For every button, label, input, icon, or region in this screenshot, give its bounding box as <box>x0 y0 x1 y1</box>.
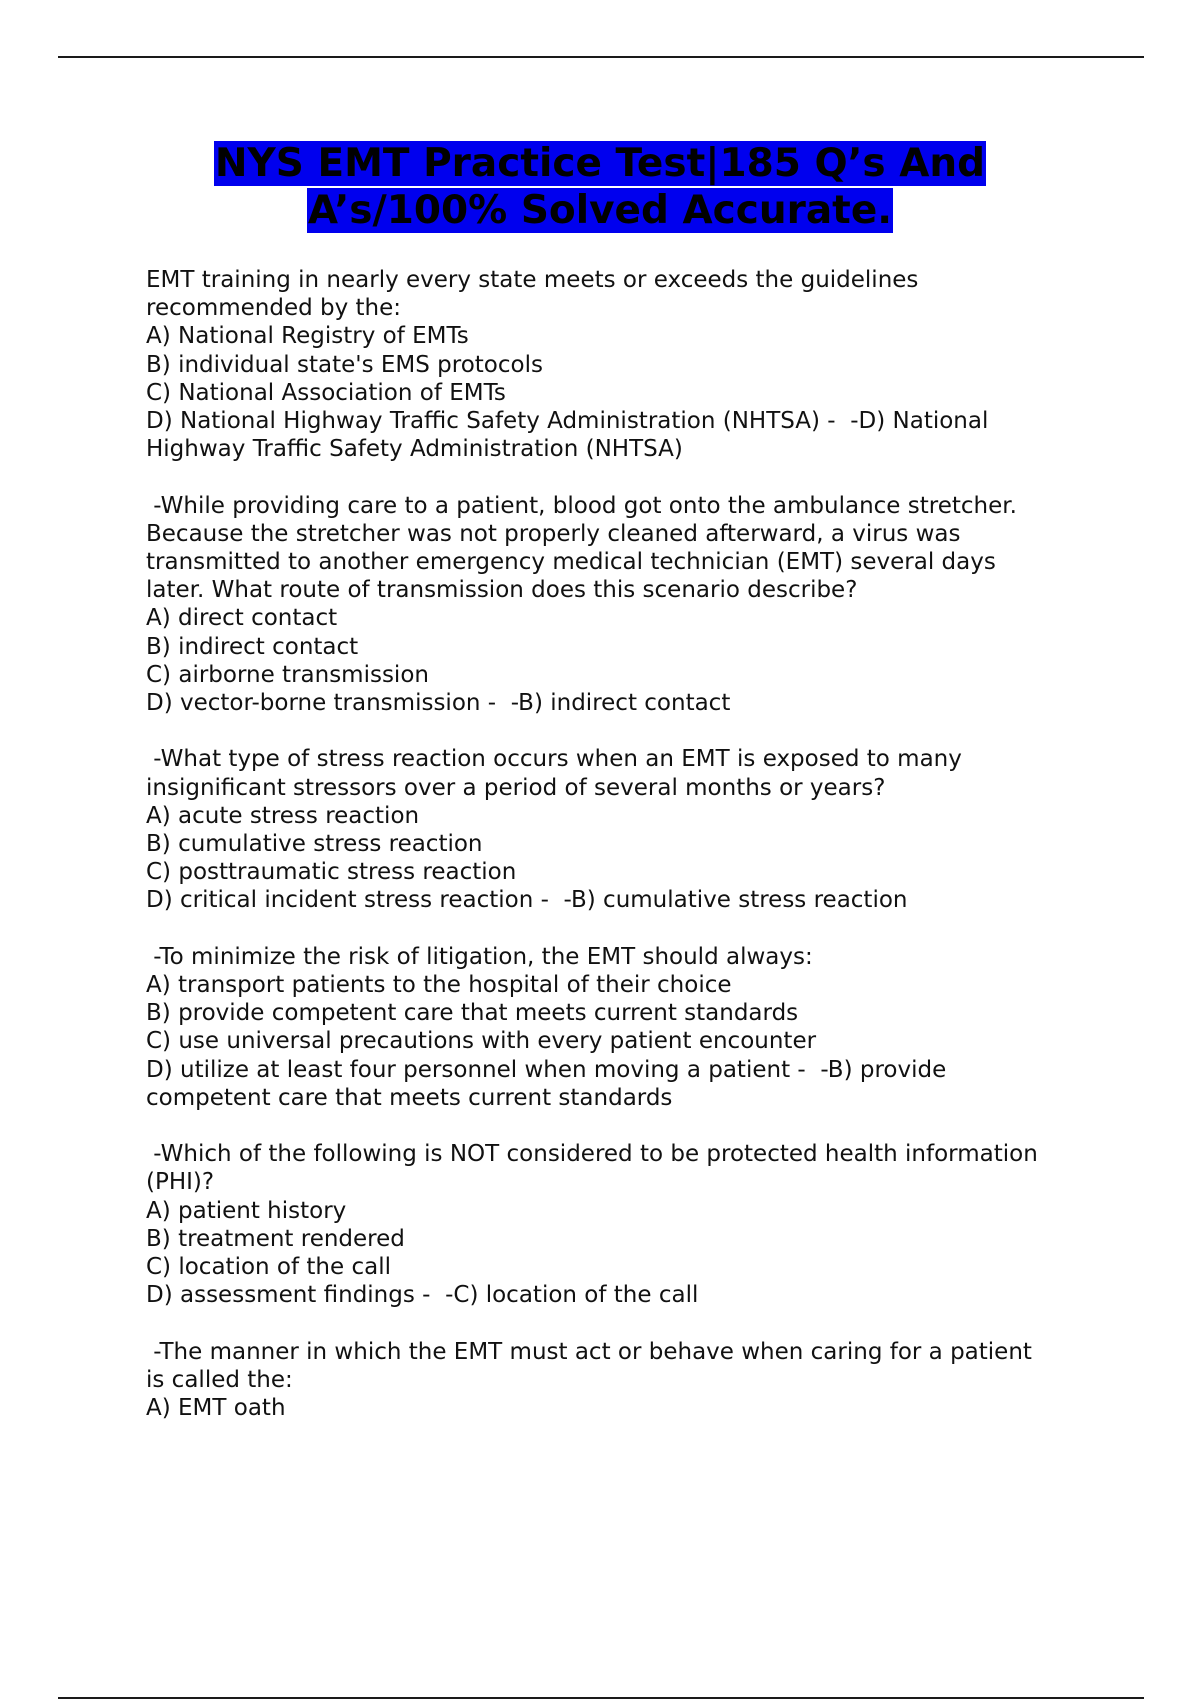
question-line: D) critical incident stress reaction - -B) cumulative stress reaction <box>146 887 908 914</box>
question-line: A) acute stress reaction <box>146 802 420 829</box>
title-line-2: A’s/100% Solved Accurate. <box>307 188 893 233</box>
question-line: D) utilize at least four personnel when moving a patient - -B) provide <box>146 1056 947 1083</box>
question-line: B) individual state's EMS protocols <box>146 351 543 378</box>
question-line: insignificant stressors over a period of several months or years? <box>146 774 886 801</box>
question-line: D) assessment findings - -C) location of the call <box>146 1282 699 1309</box>
question-line: A) patient history <box>146 1197 347 1224</box>
question-line: C) National Association of EMTs <box>146 379 506 406</box>
question-block <box>146 1140 1146 1309</box>
question-line: C) airborne transmission <box>146 661 429 688</box>
question-line: A) direct contact <box>146 605 338 632</box>
question-block <box>146 266 1146 463</box>
question-list <box>146 266 1146 1450</box>
question-block <box>146 1338 1146 1423</box>
question-block <box>146 492 1146 718</box>
question-line: EMT training in nearly every state meets or exceeds the guidelines <box>146 267 919 293</box>
question-line: A) EMT oath <box>146 1395 286 1422</box>
question-line: Because the stretcher was not properly cleaned afterward, a virus was <box>146 520 961 547</box>
question-line: A) transport patients to the hospital of their choice <box>146 972 732 999</box>
question-line: C) location of the call <box>146 1254 391 1281</box>
question-line: -While providing care to a patient, blood got onto the ambulance stretcher. <box>146 492 1017 519</box>
question-line: is called the: <box>146 1366 293 1393</box>
top-rule <box>58 56 1144 58</box>
title-line-1: NYS EMT Practice Test|185 Q’s And <box>214 141 986 186</box>
question-line: B) indirect contact <box>146 633 359 660</box>
question-line: competent care that meets current standards <box>146 1084 673 1111</box>
question-block <box>146 745 1146 914</box>
document-title <box>0 140 1200 234</box>
bottom-rule <box>58 1697 1144 1699</box>
question-block <box>146 943 1146 1112</box>
question-line: D) vector-borne transmission - -B) indirect contact <box>146 690 731 717</box>
question-line: -To minimize the risk of litigation, the EMT should always: <box>146 943 813 970</box>
question-line: -Which of the following is NOT considered to be protected health information <box>146 1141 1038 1168</box>
question-line: B) cumulative stress reaction <box>146 831 483 858</box>
question-line: B) treatment rendered <box>146 1225 405 1252</box>
question-line: C) posttraumatic stress reaction <box>146 859 517 886</box>
question-line: -The manner in which the EMT must act or behave when caring for a patient <box>146 1338 1032 1365</box>
question-line: Highway Traffic Safety Administration (NHTSA) <box>146 436 683 463</box>
question-line: transmitted to another emergency medical technician (EMT) several days <box>146 549 996 576</box>
question-line: -What type of stress reaction occurs when an EMT is exposed to many <box>146 746 962 773</box>
question-line: A) National Registry of EMTs <box>146 323 469 350</box>
question-line: C) use universal precautions with every patient encounter <box>146 1028 817 1055</box>
question-line: (PHI)? <box>146 1169 215 1196</box>
question-line: later. What route of transmission does this scenario describe? <box>146 577 858 604</box>
question-line: D) National Highway Traffic Safety Administration (NHTSA) - -D) National <box>146 408 989 435</box>
question-line: B) provide competent care that meets current standards <box>146 1000 799 1027</box>
question-line: recommended by the: <box>146 295 402 322</box>
